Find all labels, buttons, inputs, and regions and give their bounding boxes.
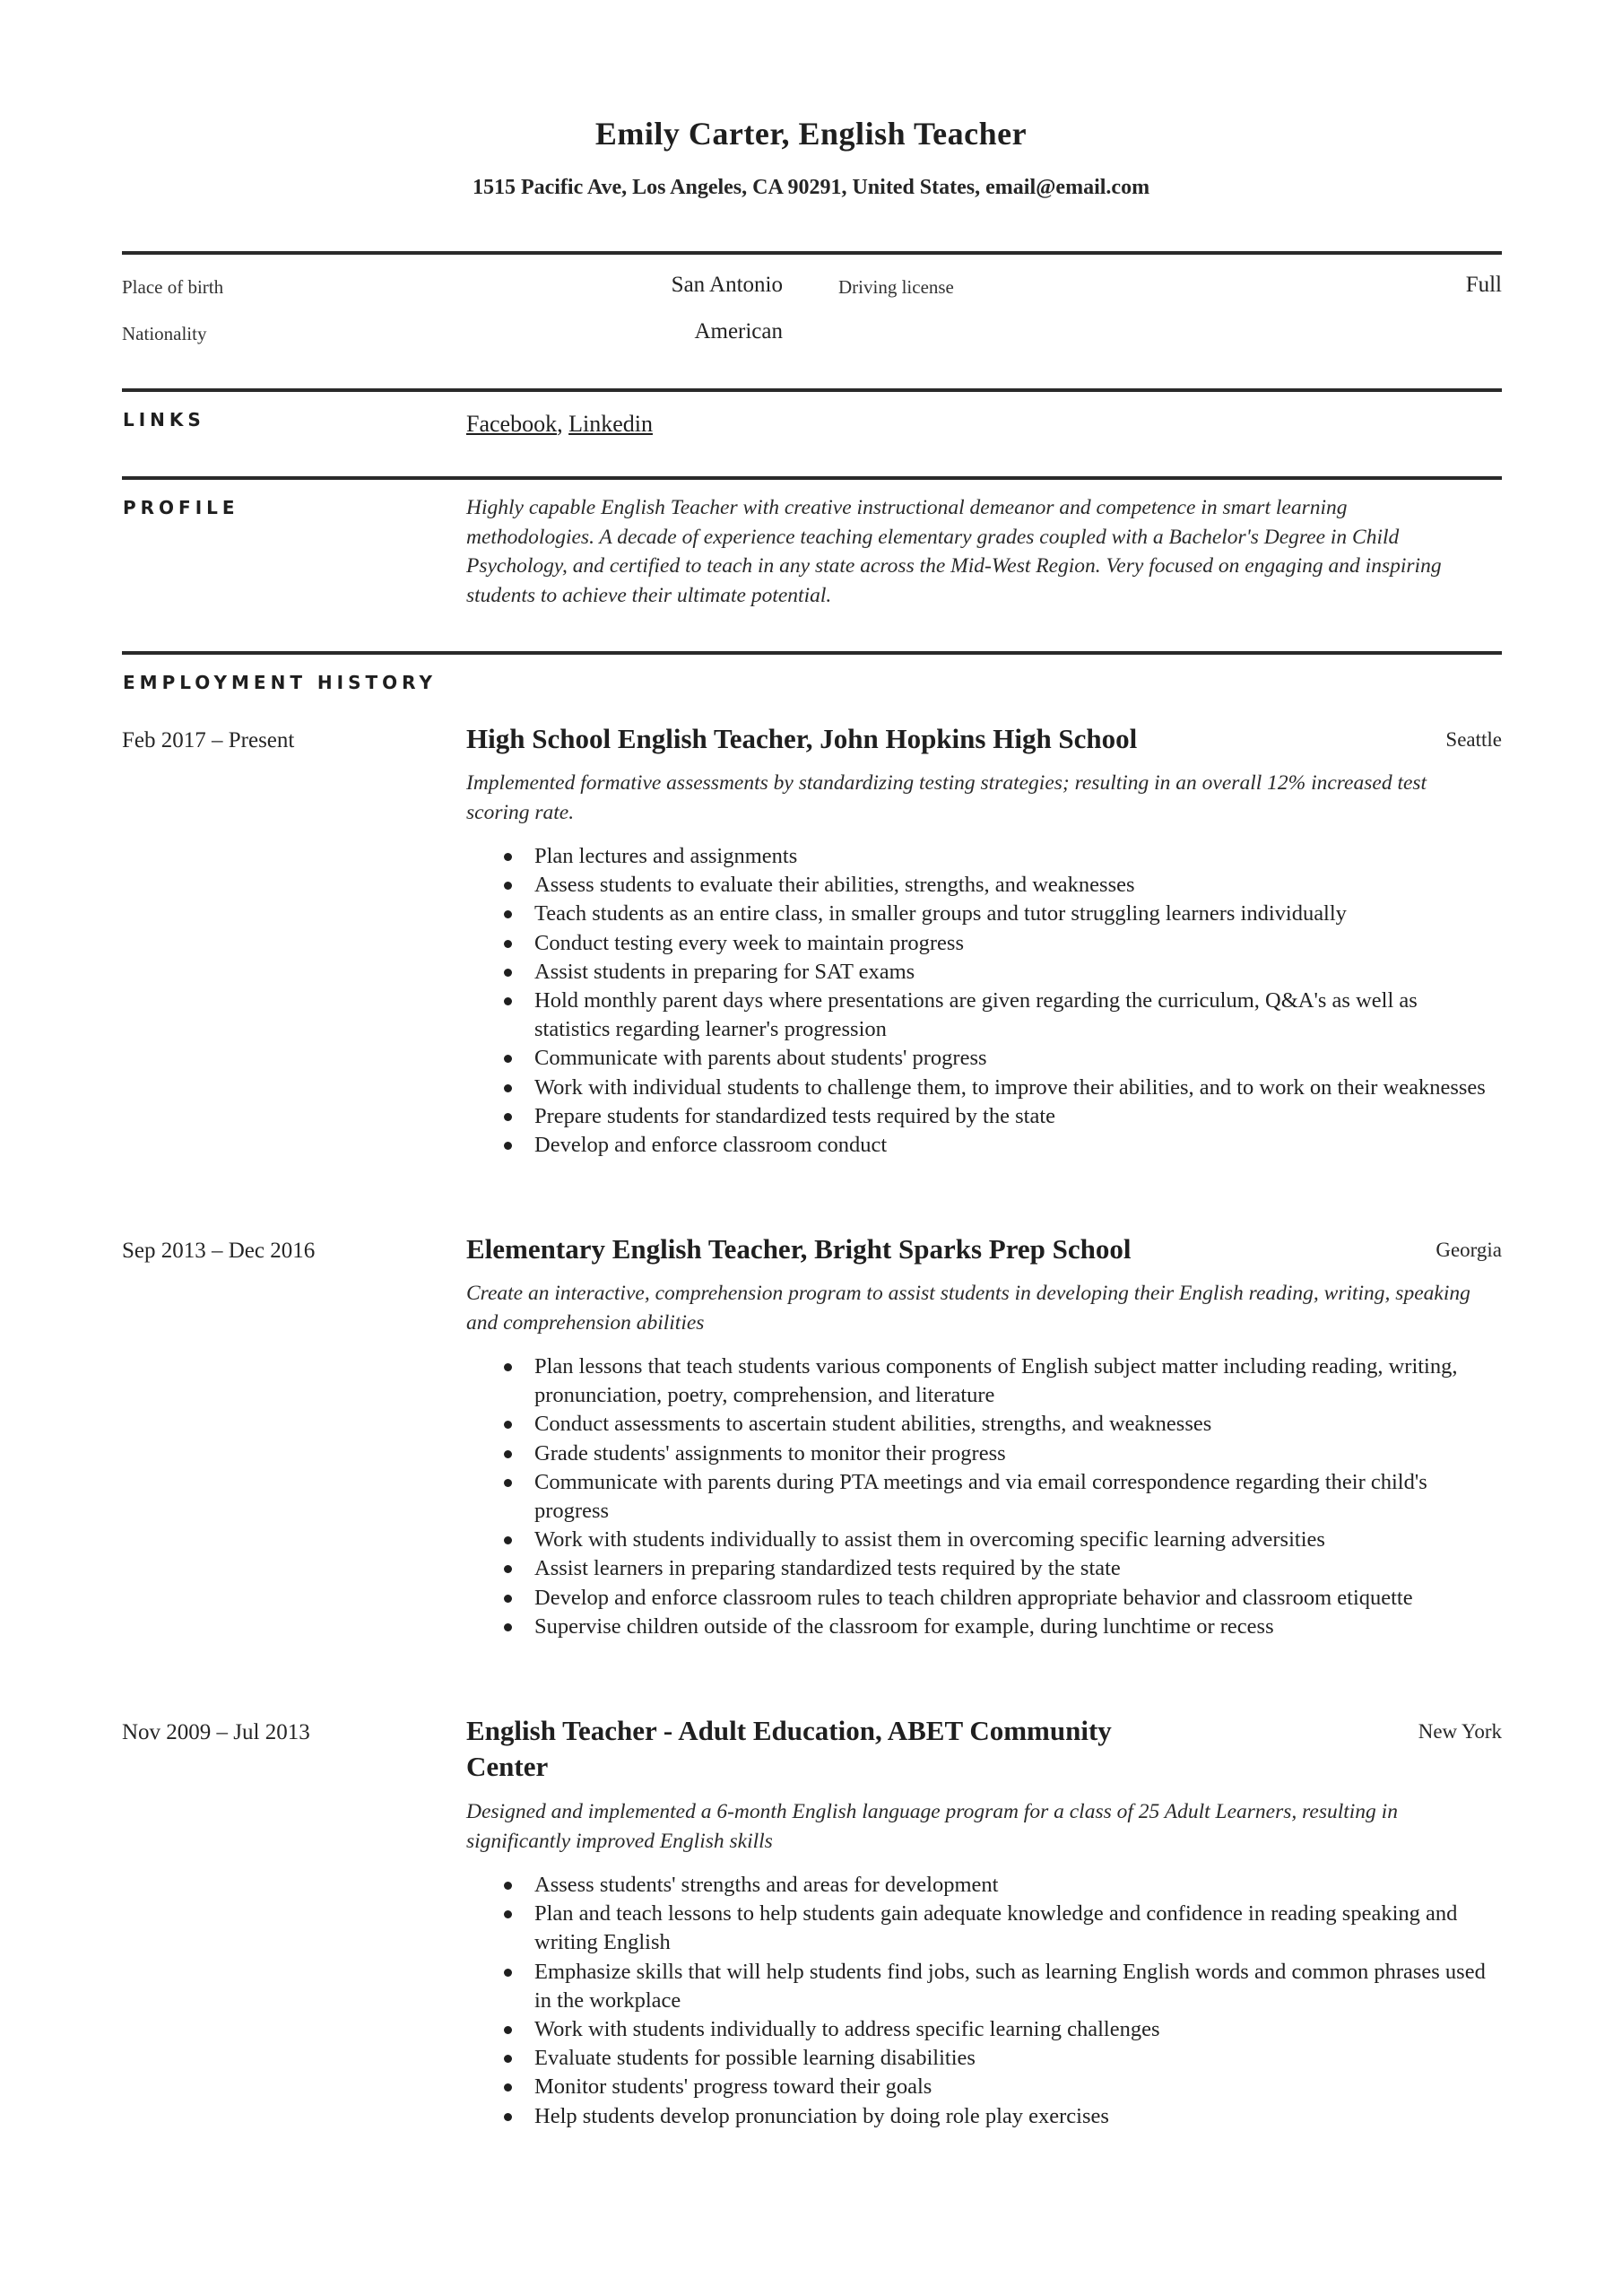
divider: [122, 388, 1502, 392]
resume-name-title: Emily Carter, English Teacher: [594, 116, 1028, 152]
job-title: High School English Teacher, John Hopkins High School: [466, 723, 1138, 754]
linkedin-link[interactable]: Linkedin: [568, 411, 653, 437]
list-item: Plan and teach lessons to help students gain adequate knowledge and confidence in reading speaking and writing English: [466, 1900, 1497, 1957]
job-dates: Feb 2017 – Present: [122, 728, 295, 752]
links-separator: ,: [557, 411, 569, 437]
job-description: Implemented formative assessments by standardizing testing strategies; resulting in an overall 12% increased test scoring rate.: [466, 771, 1427, 824]
list-item: Hold monthly parent days where presentations are given regarding the curriculum, Q&A's as well as statistics regarding learner's progression: [466, 987, 1497, 1044]
list-item: Grade students' assignments to monitor their progress: [466, 1439, 1497, 1468]
profile-heading: PROFILE: [123, 497, 239, 518]
links-heading: LINKS: [123, 409, 205, 430]
list-item: Communicate with parents during PTA meetings and via email correspondence regarding their child's progress: [466, 1468, 1497, 1526]
list-item: Assist students in preparing for SAT exams: [466, 958, 1497, 987]
list-item: Assess students' strengths and areas for development: [466, 1871, 1497, 1900]
list-item: Conduct assessments to ascertain student abilities, strengths, and weaknesses: [466, 1410, 1497, 1439]
divider: [122, 651, 1502, 655]
job-bullet-list: [466, 1352, 1497, 1641]
job-bullet-list: [466, 1871, 1497, 2131]
job-dates: Sep 2013 – Dec 2016: [122, 1239, 316, 1263]
list-item: Assess students to evaluate their abilities, strengths, and weaknesses: [466, 871, 1497, 900]
list-item: Teach students as an entire class, in smaller groups and tutor struggling learners individually: [466, 900, 1497, 928]
job-description: Create an interactive, comprehension program to assist students in developing their English reading, writing, speaking and comprehension abilities: [466, 1282, 1470, 1335]
job-title: Elementary English Teacher, Bright Sparks Prep School: [466, 1233, 1132, 1265]
employment-history-heading: EMPLOYMENT HISTORY: [123, 672, 437, 693]
place-of-birth-value: San Antonio: [671, 273, 783, 297]
list-item: Prepare students for standardized tests required by the state: [466, 1102, 1497, 1131]
divider: [122, 251, 1502, 255]
list-item: Help students develop pronunciation by doing role play exercises: [466, 2102, 1497, 2131]
list-item: Develop and enforce classroom conduct: [466, 1131, 1497, 1160]
list-item: Plan lectures and assignments: [466, 842, 1497, 871]
list-item: Plan lessons that teach students various components of English subject matter including reading, writing, pronunciation, poetry, comprehension, and literature: [466, 1352, 1497, 1410]
divider: [122, 476, 1502, 480]
list-item: Emphasize skills that will help students find jobs, such as learning English words and common phrases used in the workplace: [466, 1958, 1497, 2015]
links-list: [466, 411, 653, 438]
driving-license-label: Driving license: [838, 276, 954, 298]
list-item: Assist learners in preparing standardized tests required by the state: [466, 1554, 1497, 1583]
job-location: Seattle: [1445, 728, 1502, 751]
list-item: Evaluate students for possible learning disabilities: [466, 2044, 1497, 2073]
list-item: Work with students individually to assist them in overcoming specific learning adversities: [466, 1526, 1497, 1554]
nationality-label: Nationality: [122, 323, 207, 344]
list-item: Work with individual students to challenge them, to improve their abilities, and to work on their weaknesses: [466, 1074, 1497, 1102]
list-item: Develop and enforce classroom rules to teach children appropriate behavior and classroom etiquette: [466, 1584, 1497, 1613]
job-bullet-list: [466, 842, 1497, 1160]
job-location: New York: [1418, 1720, 1502, 1743]
facebook-link[interactable]: Facebook: [466, 411, 558, 437]
list-item: Monitor students' progress toward their goals: [466, 2073, 1497, 2101]
list-item: Communicate with parents about students' progress: [466, 1044, 1497, 1073]
job-location: Georgia: [1436, 1239, 1502, 1261]
list-item: Work with students individually to address specific learning challenges: [466, 2015, 1497, 2044]
list-item: Supervise children outside of the classroom for example, during lunchtime or recess: [466, 1613, 1497, 1641]
contact-line: 1515 Pacific Ave, Los Angeles, CA 90291, United States, email@email.com: [472, 176, 1150, 199]
place-of-birth-label: Place of birth: [122, 276, 224, 298]
job-dates: Nov 2009 – Jul 2013: [122, 1720, 310, 1744]
nationality-value: American: [694, 319, 783, 344]
list-item: Conduct testing every week to maintain progress: [466, 929, 1497, 958]
job-title: English Teacher - Adult Education, ABET Community Center: [466, 1715, 1112, 1782]
driving-license-value: Full: [1465, 273, 1502, 297]
profile-text: Highly capable English Teacher with creative instructional demeanor and competence in smart learning methodologies. A decade of experience teaching elementary grades coupled with a Bachelor's Degree in Child Psychology, and certified to teach in any state across the Mid-West Region. Very focused on engaging and inspiring students to achieve their ultimate potential.: [466, 496, 1442, 607]
job-description: Designed and implemented a 6-month English language program for a class of 25 Adult Learners, resulting in significantly improved English skills: [466, 1800, 1398, 1853]
